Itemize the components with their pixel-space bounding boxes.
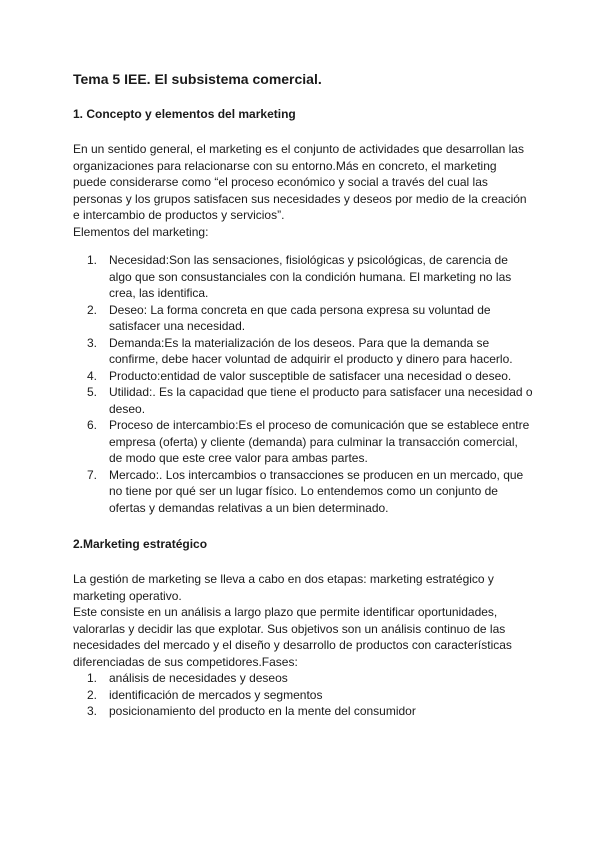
section-2-paragraph-2: Este consiste en un análisis a largo plazo que permite identificar oportunidades, valorarlas y decidir las que explotar. Sus objetivos son un análisis continuo de las necesidades del mercado y el diseño y desarrollo de productos con características diferenciadas de sus competidores.Fases: [73, 605, 512, 669]
document-title: Tema 5 IEE. El subsistema comercial. [73, 71, 322, 87]
phases-list [73, 670, 533, 720]
section-1-heading: 1. Concepto y elementos del marketing [73, 107, 296, 121]
list-item-text: Proceso de intercambio:Es el proceso de comunicación que se establece entre empresa (oferta) y cliente (demanda) para culminar la transacción comercial, de modo que este cree valor para ambas partes. [109, 418, 530, 465]
list-item-text: Mercado:. Los intercambios o transacciones se producen en un mercado, que no tiene por qué ser un lugar físico. Lo entendemos como un conjunto de ofertas y demandas relativas a un bien determinado. [109, 467, 524, 515]
list-item: 2. Deseo: La forma concreta en que cada persona expresa su voluntad de satisfacer una necesidad. [87, 302, 491, 333]
list-item-text: Producto:entidad de valor susceptible de satisfacer una necesidad o deseo. [109, 368, 512, 383]
list-item-text: posicionamiento del producto en la mente del consumidor [109, 704, 416, 718]
list-item: 1. Necesidad:Son las sensaciones, fisiológicas y psicológicas, de carencia de algo que son consustanciales con la condición humana. El marketing no las crea, las identifica. [87, 253, 512, 300]
section-2-heading: 2.Marketing estratégico [73, 537, 208, 551]
list-item: 5. Utilidad:. Es la capacidad que tiene el producto para satisfacer una necesidad o deseo. [87, 385, 533, 416]
list-item: 4. Producto:entidad de valor susceptible de satisfacer una necesidad o deseo. [87, 368, 512, 383]
list-item: 3. posicionamiento del producto en la mente del consumidor [87, 704, 416, 718]
list-item: 7. Mercado:. Los intercambios o transacciones se producen en un mercado, que no tiene por qué ser un lugar físico. Lo entendemos como un conjunto de ofertas y demandas relativas a un bien determinado. [87, 467, 524, 515]
list-item-text: identificación de mercados y segmentos [109, 687, 323, 702]
list-item-text: Utilidad:. Es la capacidad que tiene el producto para satisfacer una necesidad o deseo. [109, 385, 533, 416]
marketing-elements-list [73, 252, 533, 516]
list-item-text: Deseo: La forma concreta en que cada persona expresa su voluntad de satisfacer una necesidad. [109, 302, 491, 333]
elements-label: Elementos del marketing: [73, 224, 209, 239]
list-item-text: Demanda:Es la materialización de los deseos. Para que la demanda se confirme, debe hacer voluntad de adquirir el producto y dinero para hacerlo. [109, 335, 513, 366]
section-2-paragraph-1: La gestión de marketing se lleva a cabo en dos etapas: marketing estratégico y marketing operativo. [73, 572, 494, 603]
list-item: 6. Proceso de intercambio:Es el proceso de comunicación que se establece entre empresa (oferta) y cliente (demanda) para culminar la transacción comercial, de modo que este cree valor para ambas partes. [87, 418, 530, 465]
document-page [73, 70, 533, 720]
list-item-text: Necesidad:Son las sensaciones, fisiológicas y psicológicas, de carencia de algo que son consustanciales con la condición humana. El marketing no las crea, las identifica. [109, 253, 512, 300]
section-1-paragraph: En un sentido general, el marketing es el conjunto de actividades que desarrollan las organizaciones para relacionarse con su entorno.Más en concreto, el marketing puede considerarse como “el proceso económico y social a través del cual las personas y los grupos satisfacen sus necesidades y deseos por medio de la creación e intercambio de productos y servicios”. [73, 142, 527, 222]
list-item-text: análisis de necesidades y deseos [109, 671, 288, 685]
list-item: 2. identificación de mercados y segmentos [87, 687, 323, 702]
list-item: 1. análisis de necesidades y deseos [87, 671, 288, 685]
list-item: 3. Demanda:Es la materialización de los deseos. Para que la demanda se confirme, debe hacer voluntad de adquirir el producto y dinero para hacerlo. [87, 335, 513, 366]
